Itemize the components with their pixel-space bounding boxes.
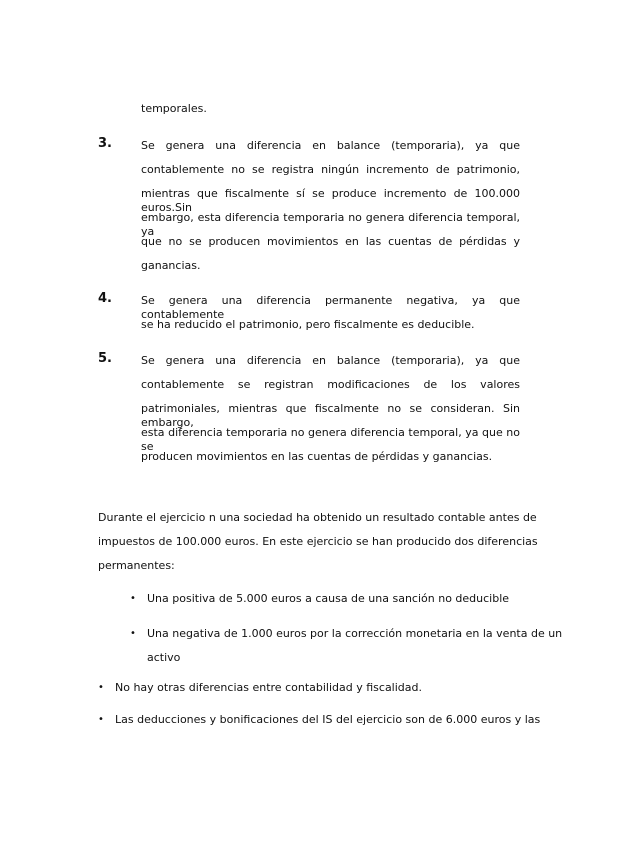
sub-bullet-1-line-1: Una positiva de 5.000 euros a causa de una sanción no deducible xyxy=(147,592,510,605)
bullet-1-line-1: No hay otras diferencias entre contabilidad y fiscalidad. xyxy=(115,681,423,694)
item-5-line-5: producen movimientos en las cuentas de pérdidas y ganancias. xyxy=(141,450,493,463)
bullet-2-line-1: Las deducciones y bonificaciones del IS del ejercicio son de 6.000 euros y las xyxy=(115,713,541,726)
sub-bullet-2-line-1: Una negativa de 1.000 euros por la corrección monetaria en la venta de un xyxy=(147,627,563,640)
bullet-marker: • xyxy=(98,714,104,725)
sub-bullet-2-line-2: activo xyxy=(147,651,181,664)
paragraph-line-3: permanentes: xyxy=(98,559,175,572)
sub-bullet-marker: • xyxy=(130,593,136,604)
sub-bullet-marker: • xyxy=(130,628,136,639)
item-number-4: 4. xyxy=(98,291,112,306)
paragraph-line-1: Durante el ejercicio n una sociedad ha obtenido un resultado contable antes de xyxy=(98,511,537,524)
item-3-line-6: ganancias. xyxy=(141,259,201,272)
paragraph-line-2: impuestos de 100.000 euros. En este ejercicio se han producido dos diferencias xyxy=(98,535,538,548)
item-5-line-2: contablemente se registran modificaciones de los valores xyxy=(141,378,520,391)
item-number-3: 3. xyxy=(98,136,112,151)
item-number-5: 5. xyxy=(98,351,112,366)
bullet-marker: • xyxy=(98,682,104,693)
continuation-line: temporales. xyxy=(141,102,207,115)
item-3-line-1: Se genera una diferencia en balance (temporaria), ya que xyxy=(141,139,520,152)
item-5-line-4: esta diferencia temporaria no genera diferencia temporal, ya que no se xyxy=(141,426,520,453)
item-4-line-1: Se genera una diferencia permanente negativa, ya que contablemente xyxy=(141,294,520,321)
item-3-line-2: contablemente no se registra ningún incremento de patrimonio, xyxy=(141,163,520,176)
item-3-line-3: mientras que fiscalmente sí se produce incremento de 100.000 euros.Sin xyxy=(141,187,520,214)
item-5-line-1: Se genera una diferencia en balance (temporaria), ya que xyxy=(141,354,520,367)
item-3-line-5: que no se producen movimientos en las cuentas de pérdidas y xyxy=(141,235,520,248)
item-4-line-2: se ha reducido el patrimonio, pero fiscalmente es deducible. xyxy=(141,318,475,331)
item-3-line-4: embargo, esta diferencia temporaria no genera diferencia temporal, ya xyxy=(141,211,520,238)
item-5-line-3: patrimoniales, mientras que fiscalmente no se consideran. Sin embargo, xyxy=(141,402,520,429)
